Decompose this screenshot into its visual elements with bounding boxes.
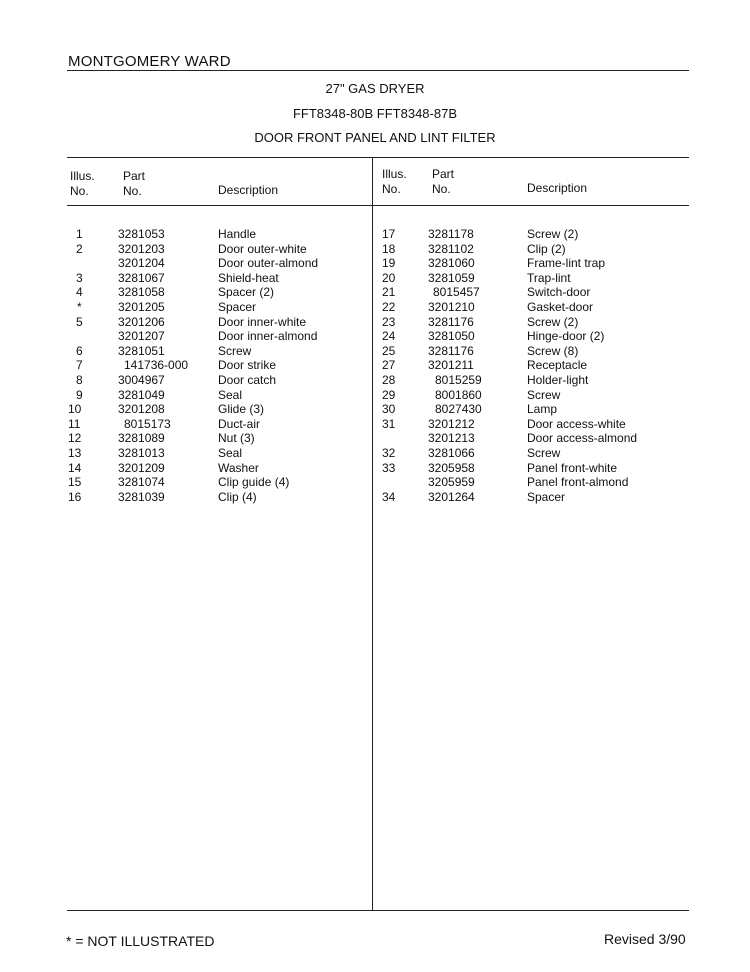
- left-part-header: [123, 169, 145, 199]
- illus-number: 11: [68, 416, 81, 431]
- part-description: Door strike: [218, 358, 277, 373]
- illus-number: 22: [382, 300, 396, 314]
- part-number: 3201209: [118, 460, 165, 475]
- part-description: Trap-lint: [527, 270, 571, 285]
- brand-name: MONTGOMERY WARD: [68, 53, 231, 70]
- part-header-line2: No.: [432, 182, 451, 196]
- illus-number: 9: [76, 387, 83, 402]
- part-description: Clip (4): [218, 489, 257, 504]
- part-description: Seal: [218, 387, 243, 402]
- part-number: 3201206: [118, 314, 165, 329]
- illus-number: 14: [68, 460, 82, 475]
- part-number: 3201264: [428, 489, 475, 504]
- illus-number: *: [77, 300, 82, 314]
- part-description: Screw (2): [527, 314, 579, 329]
- not-illustrated-note: * = NOT ILLUSTRATED: [66, 933, 215, 949]
- illus-number: 19: [382, 256, 396, 271]
- part-description: Gasket-door: [527, 300, 594, 314]
- illus-number: 3: [76, 270, 83, 285]
- illus-number: 16: [68, 489, 82, 504]
- illus-number: 8: [76, 373, 83, 387]
- right-part-header: [432, 167, 454, 197]
- part-description: Panel front-almond: [527, 475, 629, 490]
- illus-number: 17: [382, 227, 396, 241]
- part-description: Washer: [218, 460, 259, 475]
- part-number: 3281074: [118, 475, 165, 490]
- part-number: 3201210: [428, 300, 475, 314]
- part-number: 141736-000: [124, 358, 189, 373]
- part-description: Spacer: [218, 300, 257, 314]
- section-title: DOOR FRONT PANEL AND LINT FILTER: [254, 130, 496, 145]
- part-description: Clip (2): [527, 241, 566, 256]
- part-number: 3281049: [118, 387, 165, 402]
- page-title: 27" GAS DRYER: [325, 81, 425, 96]
- illus-number: 24: [382, 329, 396, 344]
- part-number: 3281059: [428, 270, 475, 285]
- part-number: 3205958: [428, 460, 475, 475]
- model-numbers: FFT8348-80B FFT8348-87B: [292, 106, 458, 121]
- right-description-header: Description: [527, 181, 588, 195]
- part-number: 3281053: [118, 227, 165, 241]
- part-description: Door access-white: [527, 416, 626, 431]
- part-number: 3281178: [428, 227, 474, 241]
- illus-number: 29: [382, 387, 396, 402]
- part-number: 3281050: [428, 329, 475, 344]
- table-top-rule: [67, 157, 689, 158]
- part-number: 3281176: [428, 314, 474, 329]
- part-description: Nut (3): [218, 431, 255, 446]
- illus-header-line1: Illus.: [382, 167, 407, 181]
- part-description: Seal: [218, 446, 243, 460]
- part-number: 3281039: [118, 489, 165, 504]
- part-description: Screw: [527, 387, 561, 402]
- part-description: Door inner-almond: [218, 329, 318, 344]
- part-description: Screw: [218, 343, 252, 358]
- illus-number: 5: [76, 314, 83, 329]
- part-number: 3281089: [118, 431, 165, 446]
- illus-number: 33: [382, 460, 396, 475]
- illus-number: 23: [382, 314, 396, 329]
- part-description: Door inner-white: [218, 314, 307, 329]
- table-bottom-rule: [67, 910, 689, 911]
- part-description: Glide (3): [218, 402, 265, 417]
- illus-number: 2: [76, 241, 83, 256]
- part-description: Lamp: [527, 402, 558, 417]
- part-description: Handle: [218, 227, 257, 241]
- part-number: 3201208: [118, 402, 165, 417]
- part-description: Door outer-almond: [218, 256, 319, 271]
- part-number: 3004967: [118, 373, 165, 387]
- illus-number: 13: [68, 446, 82, 460]
- left-description-header: Description: [218, 183, 279, 197]
- illus-number: 31: [382, 416, 396, 431]
- part-description: Door access-almond: [527, 431, 638, 446]
- part-description: Screw (2): [527, 227, 579, 241]
- part-number: 3281060: [428, 256, 475, 271]
- header-bottom-rule: [67, 205, 689, 206]
- part-number: 3205959: [428, 475, 475, 490]
- part-number: 8027430: [435, 402, 482, 417]
- illus-number: 20: [382, 270, 396, 285]
- part-number: 3281067: [118, 270, 165, 285]
- illus-number: 32: [382, 446, 396, 460]
- illus-number: 25: [382, 343, 396, 358]
- part-description: Screw (8): [527, 343, 579, 358]
- illus-number: 15: [68, 475, 82, 490]
- part-number: 3201203: [118, 241, 165, 256]
- illus-header-line1: Illus.: [70, 169, 95, 183]
- part-number: 8015457: [433, 285, 480, 300]
- left-illus-header: [70, 169, 95, 199]
- top-rule: [67, 70, 689, 71]
- part-description: Duct-air: [218, 416, 261, 431]
- illus-number: 18: [382, 241, 396, 256]
- part-description: Spacer (2): [218, 285, 275, 300]
- part-header-line1: Part: [123, 169, 146, 183]
- part-number: 8001860: [435, 387, 482, 402]
- column-divider: [372, 157, 373, 910]
- part-number: 3201207: [118, 329, 165, 344]
- part-number: 3281051: [118, 343, 165, 358]
- part-number: 3281013: [118, 446, 165, 460]
- part-description: Shield-heat: [218, 270, 279, 285]
- illus-header-line2: No.: [382, 182, 401, 196]
- part-number: 3281058: [118, 285, 165, 300]
- part-description: Frame-lint trap: [527, 256, 606, 271]
- right-illus-header: [382, 167, 407, 197]
- part-description: Holder-light: [527, 373, 589, 387]
- part-description: Panel front-white: [527, 460, 618, 475]
- illus-number: 30: [382, 402, 396, 417]
- part-number: 3201205: [118, 300, 165, 314]
- part-description: Spacer: [527, 489, 566, 504]
- part-number: 3201204: [118, 256, 165, 271]
- part-number: 3201213: [428, 431, 475, 446]
- part-description: Receptacle: [527, 358, 588, 373]
- part-number: 3201211: [428, 358, 474, 373]
- revision-date: Revised 3/90: [604, 931, 686, 947]
- part-number: 8015259: [435, 373, 482, 387]
- illus-number: 34: [382, 489, 396, 504]
- illus-number: 4: [76, 285, 83, 300]
- part-description: Door catch: [218, 373, 277, 387]
- part-number: 8015173: [124, 416, 171, 431]
- part-header-line2: No.: [123, 184, 142, 198]
- illus-number: 6: [76, 343, 83, 358]
- illus-header-line2: No.: [70, 184, 89, 198]
- part-description: Switch-door: [527, 285, 591, 300]
- illus-number: 10: [68, 402, 82, 417]
- illus-number: 21: [382, 285, 396, 300]
- illus-number: 1: [76, 227, 83, 241]
- illus-number: 28: [382, 373, 396, 387]
- part-header-line1: Part: [432, 167, 455, 181]
- part-number: 3281066: [428, 446, 475, 460]
- part-description: Screw: [527, 446, 561, 460]
- illus-number: 7: [76, 358, 83, 373]
- part-number: 3281176: [428, 343, 474, 358]
- illus-number: 12: [68, 431, 82, 446]
- part-description: Clip guide (4): [218, 475, 290, 490]
- part-description: Door outer-white: [218, 241, 307, 256]
- part-description: Hinge-door (2): [527, 329, 605, 344]
- part-number: 3201212: [428, 416, 475, 431]
- illus-number: 27: [382, 358, 396, 373]
- part-number: 3281102: [428, 241, 474, 256]
